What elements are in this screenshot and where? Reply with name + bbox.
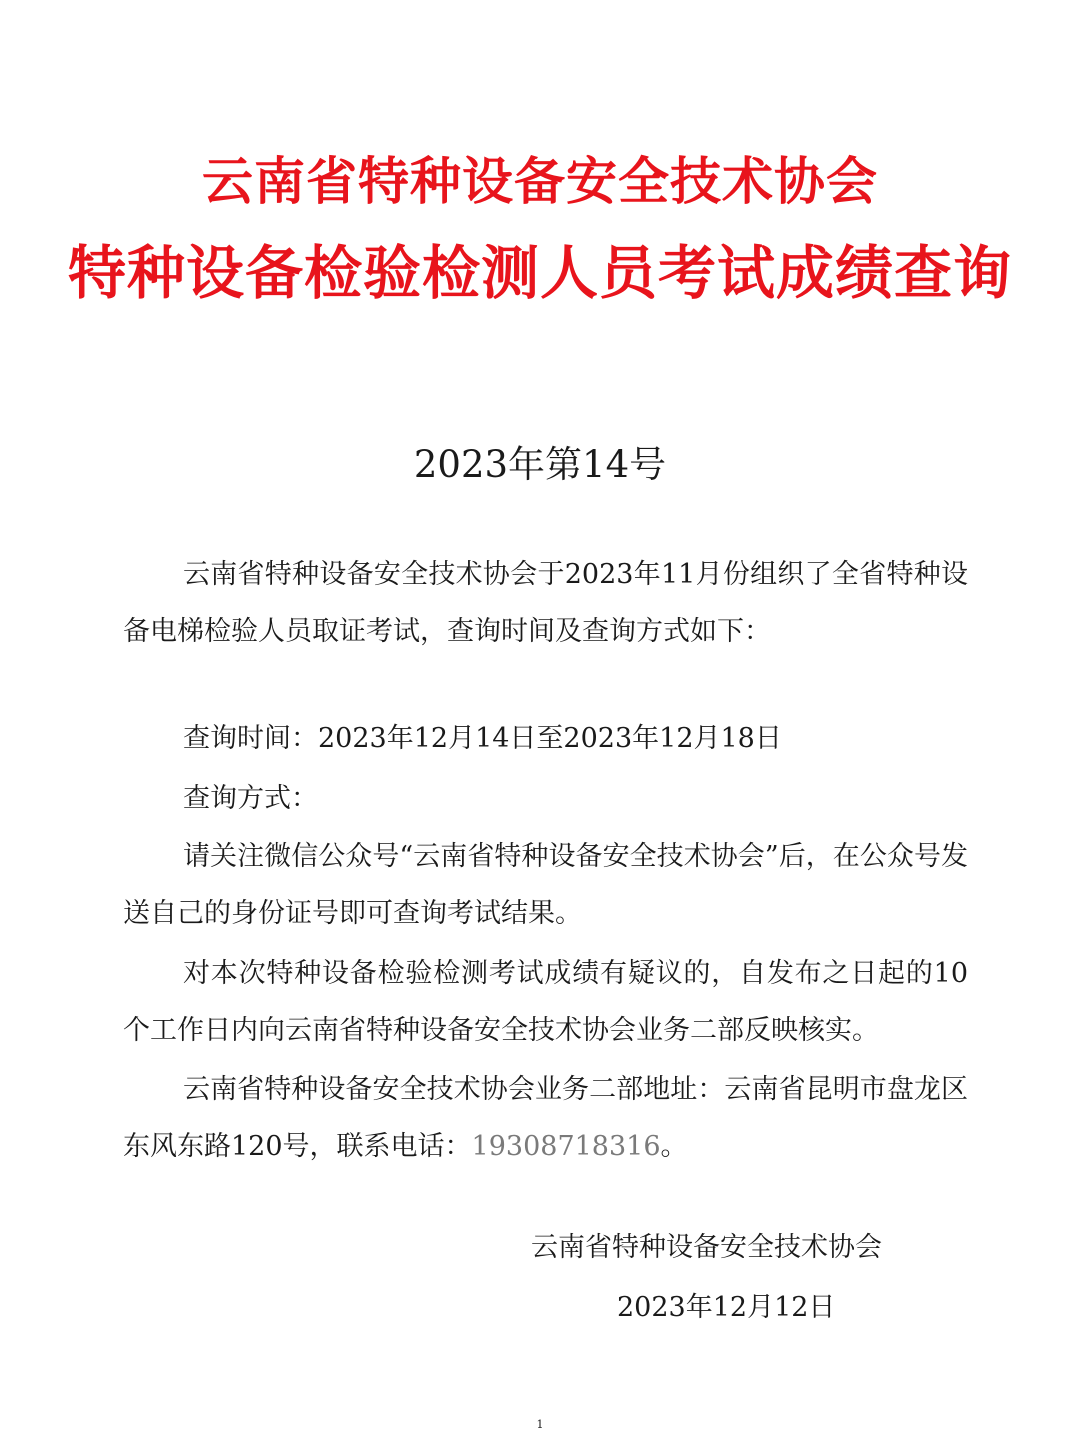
contact-phone[interactable]: 19308718316 <box>471 1131 661 1162</box>
query-method-text: 请关注微信公众号“云南省特种设备安全技术协会”后，在公众号发送自己的身份证号即可查询考试结果。 <box>123 841 968 929</box>
signature-organization: 云南省特种设备安全技术协会 <box>531 1232 882 1263</box>
document-number: 2023年第14号 <box>413 443 667 486</box>
page-number: 1 <box>536 1418 544 1431</box>
signature-date: 2023年12月12日 <box>617 1292 836 1323</box>
address-text: 云南省特种设备安全技术协会业务二部地址：云南省昆明市盘龙区东风东路120号，联系电话： <box>123 1074 968 1162</box>
header-title-line2: 特种设备检验检测人员考试成绩查询 <box>67 239 1012 307</box>
query-time: 查询时间：2023年12月14日至2023年12月18日 <box>183 723 782 754</box>
address-suffix: 。 <box>660 1131 688 1162</box>
query-method-label: 查询方式： <box>183 783 318 814</box>
intro-paragraph: 云南省特种设备安全技术协会于2023年11月份组织了全省特种设备电梯检验人员取证考试，查询时间及查询方式如下： <box>123 559 968 647</box>
objection-paragraph: 对本次特种设备检验检测考试成绩有疑议的，自发布之日起的10个工作日内向云南省特种设备安全技术协会业务二部反映核实。 <box>123 958 968 1046</box>
address-paragraph <box>123 1061 968 1175</box>
header-title-line1: 云南省特种设备安全技术协会 <box>201 153 878 212</box>
